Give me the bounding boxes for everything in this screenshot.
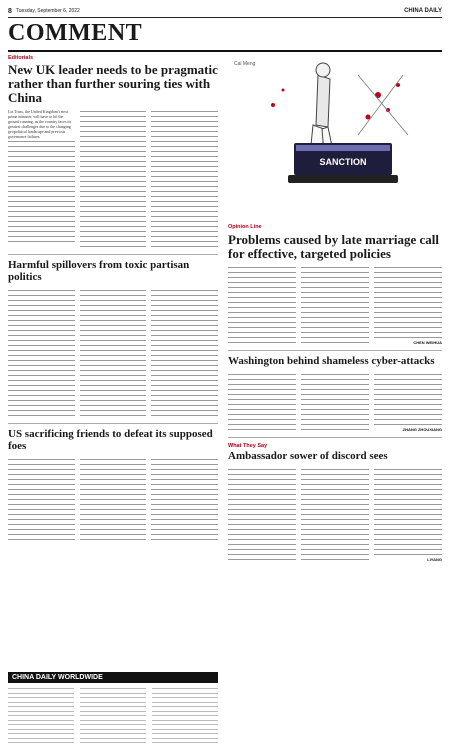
opinion-body-2 (228, 372, 442, 432)
opinion-line-label: Opinion Line (228, 224, 262, 230)
cartoon-art (228, 55, 442, 220)
footer-grid (8, 686, 218, 747)
opinion-body-3 (228, 467, 442, 562)
editorial-body-1 (8, 109, 218, 249)
publication-name: CHINA DAILY (404, 8, 442, 14)
opinion-headline-2: Washington behind shameless cyber-attacks (228, 355, 435, 368)
page-number: 8 (8, 7, 12, 15)
editorial-headline-2: Harmful spillovers from toxic partisan politics (8, 259, 190, 283)
editorial-headline-1: New UK leader needs to be pragmatic rather than further souring ties with China (8, 62, 218, 106)
header-rule (8, 17, 442, 18)
what-they-say-label: What They Say (228, 442, 268, 449)
svg-text:SANCTION: SANCTION (319, 157, 367, 167)
divider (8, 254, 218, 255)
editorials-column (8, 55, 218, 542)
author-3: LIYANG (427, 556, 442, 562)
opinion-headline-3: Ambassador sower of discord sees (228, 449, 388, 462)
author-1: CHEN WEIHUA (413, 340, 442, 346)
editorial-headline-3: US sacrificing friends to defeat its supposed foes (8, 427, 213, 452)
divider (228, 437, 442, 438)
editorial-body-3 (8, 457, 218, 542)
illustration-credit: Cai Meng (234, 61, 256, 67)
editorial-body-2 (8, 288, 218, 418)
opinion-headline-1: Problems caused by late marriage call for effective, targeted policies (228, 232, 439, 262)
divider (228, 350, 442, 351)
footer-title: CHINA DAILY WORLDWIDE (8, 672, 218, 683)
author-2: ZHANG ZHOUXIANG (402, 426, 442, 432)
section-rule (8, 50, 442, 52)
editorials-label: Editorials (8, 55, 34, 61)
cartoon-illustration (228, 55, 442, 220)
issue-date: Tuesday, September 6, 2022 (15, 8, 80, 14)
footer (8, 672, 442, 747)
opinion-body-1 (228, 265, 442, 345)
editorial-lead: Liz Truss, the United Kingdom's next prime minister, will have to hit the ground running, as the country faces its greatest challenges due to the changing geopolitical landscape and previous governance failures. (8, 109, 72, 140)
opinion-column (228, 55, 442, 562)
page-header (8, 6, 442, 16)
section-title: COMMENT (8, 20, 143, 46)
divider (8, 423, 218, 424)
